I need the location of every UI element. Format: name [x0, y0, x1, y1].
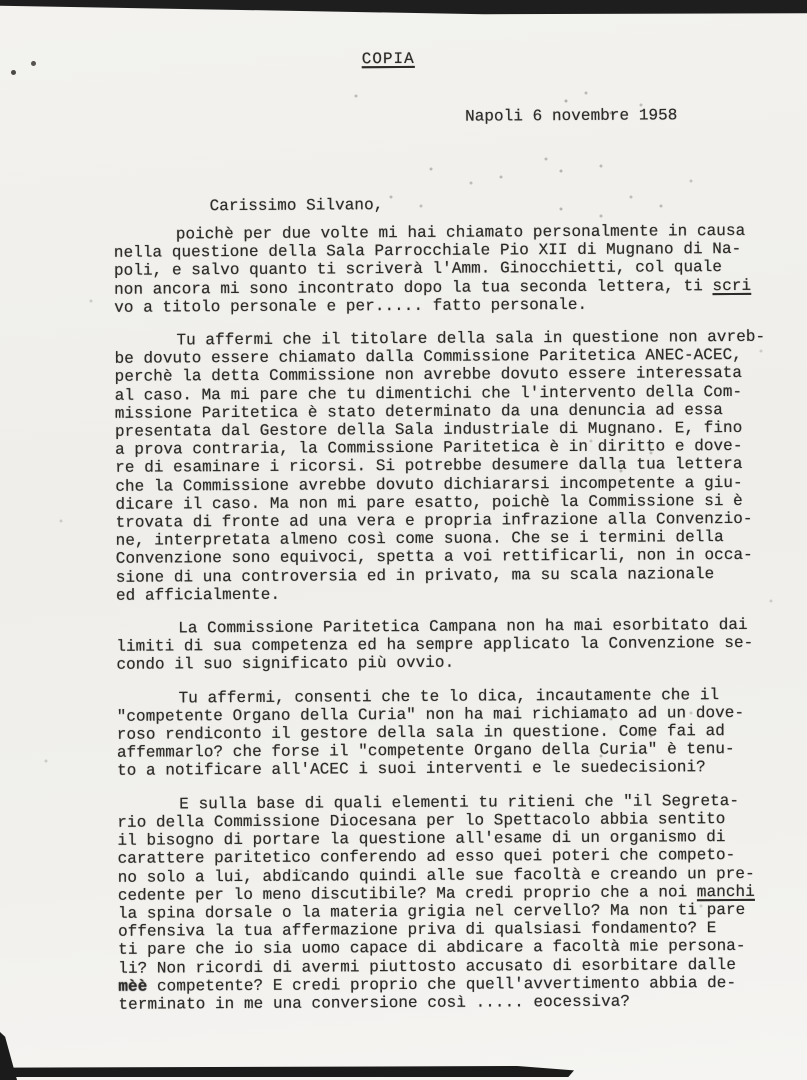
dateline: Napoli 6 novembre 1958: [465, 106, 678, 126]
letter-line: offensiva la tua affermazione priva di qualsiasi fondamento? E: [117, 919, 717, 941]
letter-line: terminato in me una conversione così ..... eocessiva?: [118, 992, 631, 1014]
letter-line: ne, interpretata almeno così come suona. Che se i termini della: [115, 528, 724, 551]
letter-line: re di esaminare i ricorsi. Si potrebbe desumere dalla tua lettera: [115, 455, 743, 478]
letter-line: condo il suo significato più ovvio.: [116, 654, 455, 675]
letter-line: "competente Organo della Curia" non ha mai richiamato ad un dove-: [116, 703, 745, 726]
letter-line: roso rendiconto il gestore della sala in questione. Come fai ad: [116, 722, 725, 744]
letter-line: poichè per due volte mi hai chiamato personalmente in causa: [175, 221, 746, 244]
letter-line: ti pare che io sia uomo capace di abdicare a facoltà mie persona-: [118, 937, 746, 960]
letter-line: E sulla base di quali elementi tu ritieni che "il Segreta-: [179, 791, 740, 814]
paragraph: [114, 222, 775, 317]
letter-line: rio della Commissione Diocesana per lo Spettacolo abbia sentito: [117, 809, 726, 832]
scan-artifact-bottom-band: [8, 1066, 574, 1077]
paragraph: [117, 685, 778, 780]
letter-line: Tu affermi, consenti che te lo dica, incautamente che il: [178, 685, 720, 708]
letter-line: al caso. Ma mi pare che tu dimentichi che l'intervento della Com-: [114, 382, 743, 405]
paragraph: [116, 616, 776, 675]
letter-line: trovata di fronte ad una vera e propria infrazione alla Convenzio-: [115, 509, 753, 532]
letter-line: il bisogno di portare la questione all'esame di un organismo di: [117, 828, 726, 850]
letter-line: missione Paritetica è stato determinato da una denuncia ad essa: [114, 400, 723, 423]
letter-line: a prova contraria, la Commissione Paritetica è in diritto e dove-: [115, 437, 743, 459]
letter-line: la spina dorsale o la materia grigia nel cervello? Ma non ti pare: [117, 900, 746, 923]
letter-line: mèè competente? E credi proprio che quell'avvertimento abbia de-: [118, 973, 737, 996]
letter-line: to a notificare all'ACEC i suoi interventi e le suedecisioni?: [117, 758, 706, 781]
letter-body: [114, 222, 779, 1029]
letter-line: Convenzione sono equivoci, spetta a voi rettificarli, non in occa-: [115, 546, 753, 569]
letter-line: be dovuto essere chiamato dalla Commissione Paritetica ANEC-ACEC,: [114, 346, 742, 368]
letter-line: li? Non ricordi di avermi piuttosto accusato di esorbitare dalle: [118, 955, 737, 978]
letter-line: carattere paritetico conferendo ad esso quei poteri che competo-: [117, 846, 736, 869]
letter-line: cedente per lo meno discutibile? Ma credi proprio che a noi manchi: [117, 882, 755, 905]
letter-line: perchè la detta Commissione non avrebbe dovuto essere interessata: [114, 364, 743, 387]
letter-line: poli, e salvo quanto ti scriverà l'Amm. Ginocchietti, col quale: [113, 258, 723, 281]
paragraph: [114, 328, 776, 605]
letter-line: Tu affermi che il titolare della sala in questione non avreb-: [176, 327, 766, 350]
letter-line: non ancora mi sono incontrato dopo la tua seconda lettera, ti scri: [114, 276, 752, 299]
letter-line: che la Commissione avrebbe dovuto dichiararsi incompetente a giu-: [115, 473, 743, 496]
paragraph: [117, 791, 778, 1013]
letter-line: affemmarlo? che forse il "competente Organo della Curia" è tenu-: [116, 740, 735, 763]
copy-heading: COPIA: [361, 49, 415, 69]
letter-line: vo a titolo personale e per..... fatto personale.: [114, 295, 588, 317]
letter-line: sione di una controversia ed in privato, ma su scala nazionale: [115, 564, 715, 587]
letter-line: La Commissione Paritetica Campana non ha mai esorbitato dai: [178, 615, 748, 638]
letter-line: presentata dal Gestore della Sala industriale di Mugnano. E, fino: [114, 418, 743, 441]
letter-line: no solo a lui, abdicando quindi alle sue facoltà e creando un pre-: [117, 864, 755, 887]
letter-line: nella questione della Sala Parrocchiale Pio XII di Mugnano di Na-: [113, 240, 742, 262]
salutation: Carissimo Silvano,: [209, 196, 384, 216]
letter-line: dicare il caso. Ma non mi pare esatto, poichè la Commissione si è: [115, 491, 743, 514]
letter-line: ed afficialmente.: [115, 585, 281, 605]
letter-line: limiti di sua competenza ed ha sempre applicato la Convenzione se-: [116, 634, 754, 657]
